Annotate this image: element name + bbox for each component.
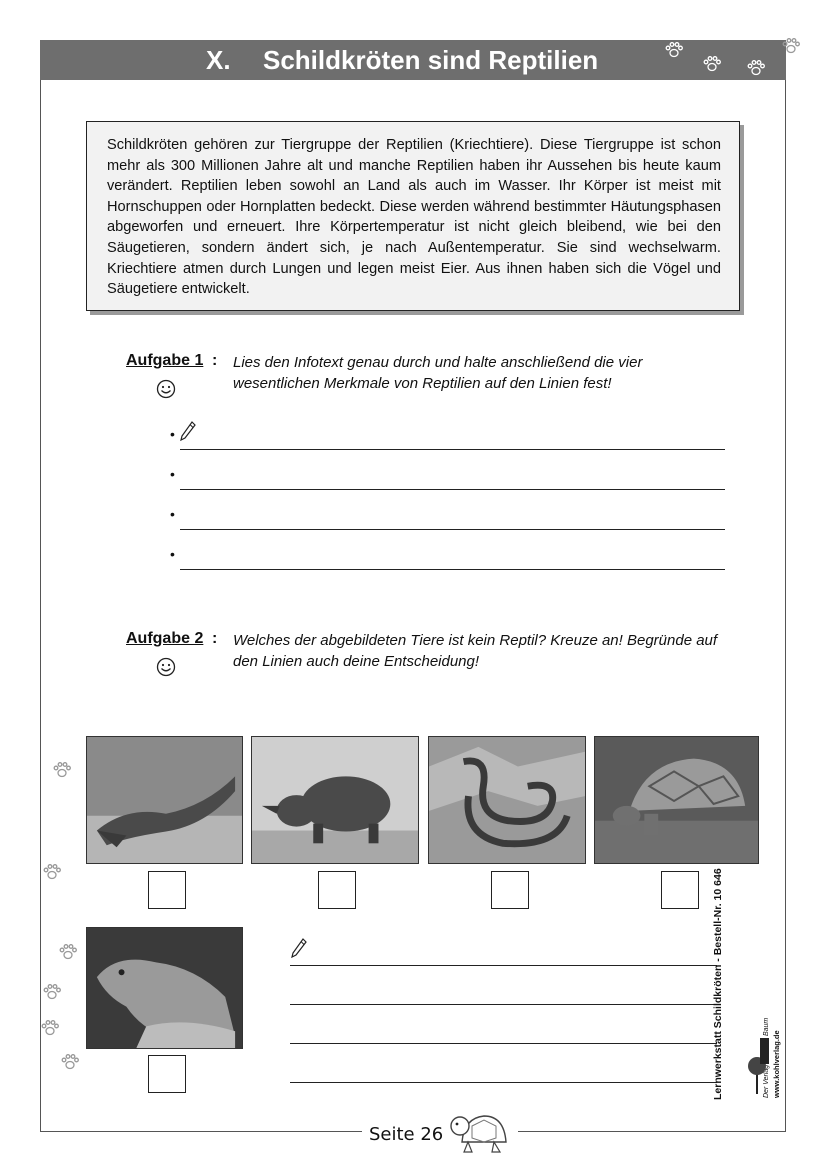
pencil-icon [290, 937, 308, 959]
smiley-icon [156, 379, 176, 399]
paw-print-icon [781, 36, 801, 56]
paw-print-icon [42, 862, 62, 882]
checkbox-snake[interactable] [491, 871, 529, 909]
bullet-3: • [170, 506, 175, 522]
photo-snake [428, 736, 586, 864]
task2-label: Aufgabe 2 [126, 630, 204, 647]
photo-crocodile [86, 736, 243, 864]
checkbox-iguana[interactable] [148, 1055, 186, 1093]
task2-text: Welches der abgebildeten Tiere ist kein Reptil? Kreuze an! Begründe auf den Linien auch deine Entscheidung! [233, 632, 718, 670]
task1-colon: : [212, 352, 218, 369]
task2-colon: : [212, 630, 218, 647]
smiley-icon [156, 657, 176, 677]
reason-line[interactable] [290, 1043, 717, 1044]
page-title: Schildkröten sind Reptilien [263, 45, 599, 75]
side-publication-info: Lernwerkstatt Schildkröten - Bestell-Nr. 10 646 [712, 868, 724, 1100]
paw-print-icon [42, 982, 62, 1002]
photo-tortoise [594, 736, 759, 864]
bullet-4: • [170, 546, 175, 562]
paw-print-icon [40, 1018, 60, 1038]
frame-bottom-right [518, 1131, 786, 1132]
chapter-number: X. [206, 45, 231, 75]
reason-line[interactable] [290, 1082, 717, 1083]
pencil-icon [179, 420, 197, 442]
page-number: Seite 26 [369, 1124, 444, 1145]
publisher-url: www.kohlverlag.de [772, 1030, 781, 1098]
answer-line[interactable] [180, 489, 725, 490]
turtle-mascot-icon [448, 1104, 510, 1156]
photo-iguana [86, 927, 243, 1049]
checkbox-crocodile[interactable] [148, 871, 186, 909]
bullet-1: • [170, 426, 175, 442]
checkbox-tortoise[interactable] [661, 871, 699, 909]
paw-print-icon [664, 40, 684, 60]
paw-print-icon [58, 942, 78, 962]
answer-line[interactable] [180, 449, 725, 450]
answer-line[interactable] [180, 529, 725, 530]
reason-line[interactable] [290, 965, 717, 966]
reason-line[interactable] [290, 1004, 717, 1005]
publisher-logo [744, 1036, 770, 1096]
info-text: Schildkröten gehören zur Tiergruppe der Reptilien (Kriechtiere). Diese Tiergruppe ist schon mehr als 300 Millionen Jahre alt und manche Reptilien haben ihr Aussehen bis heute kaum verändert. Reptilien leben sowohl an Land als auch im Wasser. Ihr Körper ist meist mit Hornschuppen oder Hornplatten bedeckt. Diese werden während bestimmter Häutungsphasen abgeworfen und erneuert. Ihre Körpertemperatur ist nicht gleich bleibend, wie bei den Säugetieren, sondern ändert sich, je nach Außentemperatur. Sie sind wechselwarm. Kriechtiere atmen durch Lungen und legen meist Eier. Aus ihnen haben sich die Vögel und Säugetiere entwickelt. [107, 137, 721, 298]
bullet-2: • [170, 466, 175, 482]
checkbox-rhinoceros[interactable] [318, 871, 356, 909]
paw-print-icon [702, 54, 722, 74]
task1-text: Lies den Infotext genau durch und halte anschließend die vier wesentlichen Merkmale von Reptilien auf den Linien fest! [233, 354, 643, 392]
paw-print-icon [60, 1052, 80, 1072]
paw-print-icon [52, 760, 72, 780]
task1-label: Aufgabe 1 [126, 352, 204, 369]
answer-line[interactable] [180, 569, 725, 570]
paw-print-icon [746, 58, 766, 78]
photo-rhinoceros [251, 736, 419, 864]
info-text-box [86, 121, 740, 311]
frame-bottom-left [40, 1131, 362, 1132]
